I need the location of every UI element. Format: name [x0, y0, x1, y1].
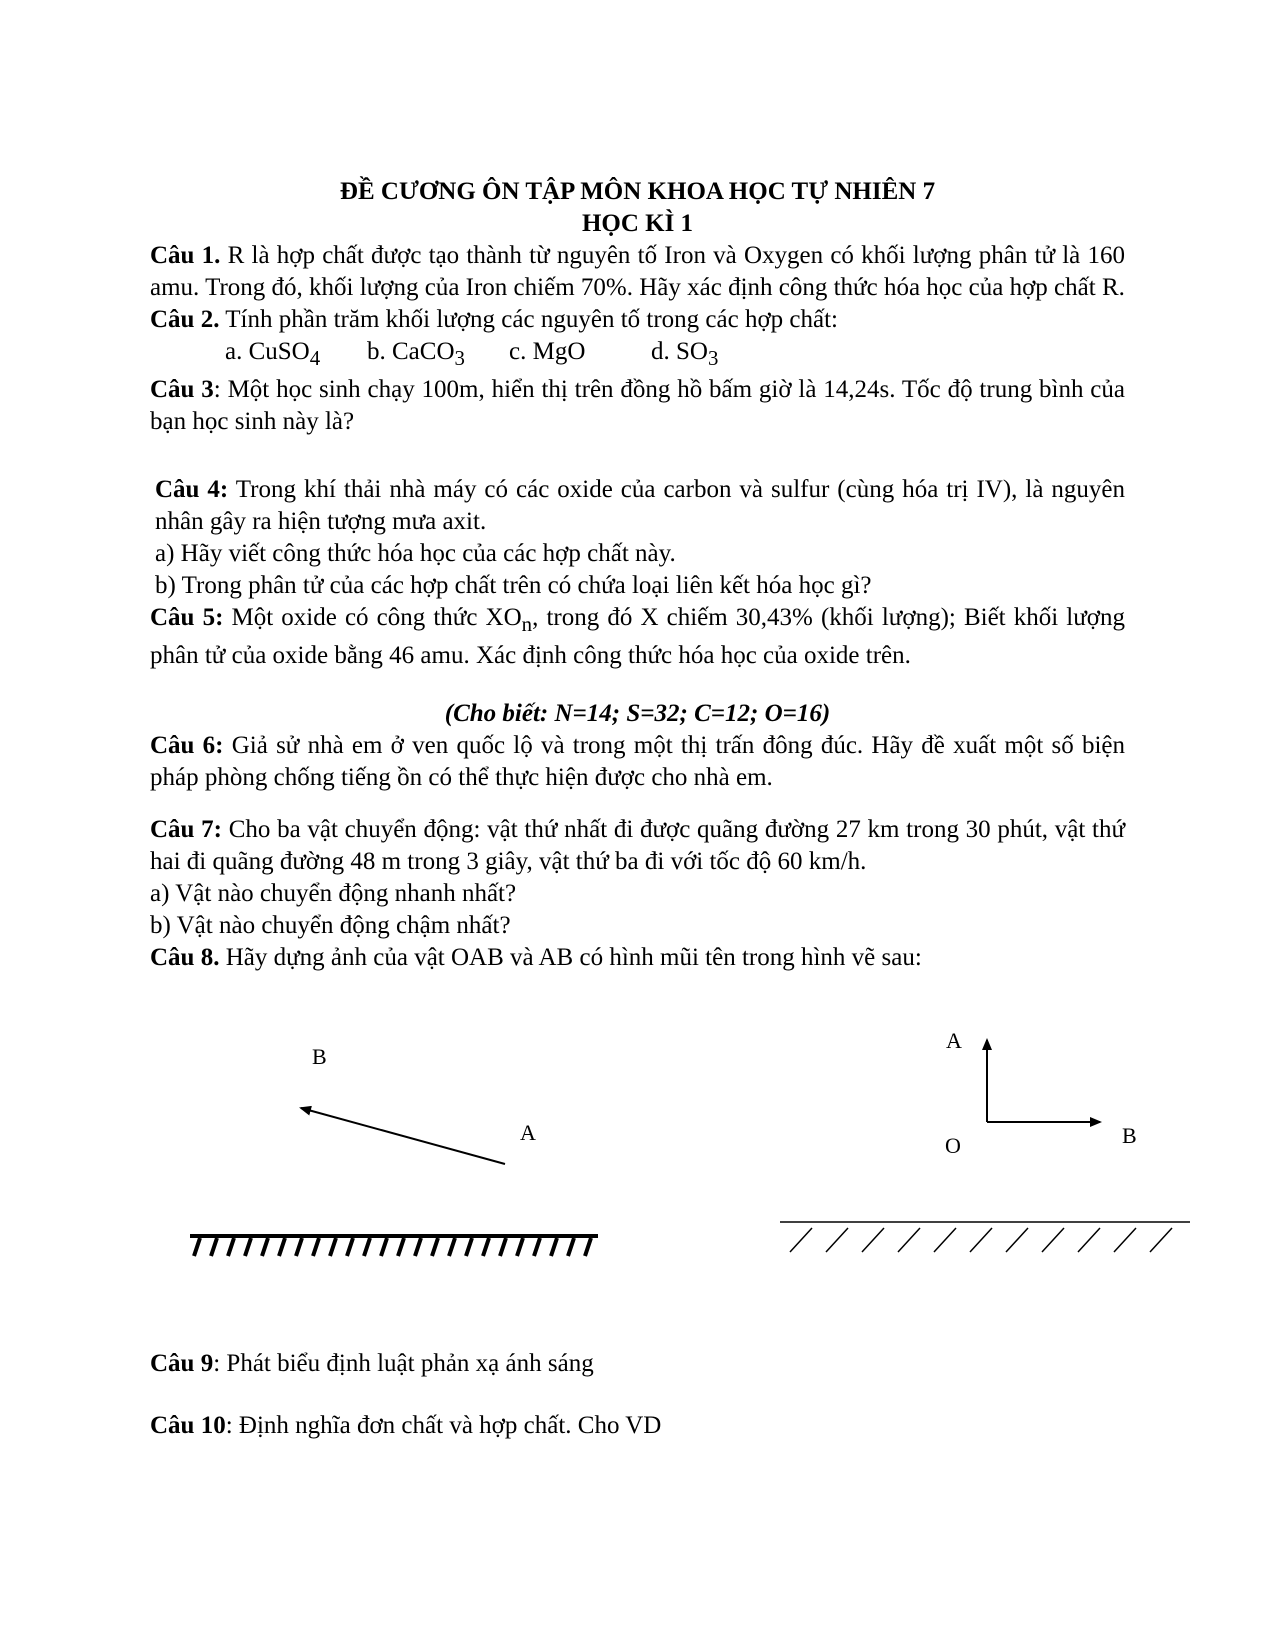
- question-4-label: Câu 4:: [155, 476, 229, 503]
- question-9-text: : Phát biểu định luật phản xạ ánh sáng: [213, 1350, 594, 1377]
- question-9-block: [150, 1348, 1125, 1380]
- question-7-text: Cho ba vật chuyển động: vật thứ nhất đi được quãng đường 27 km trong 30 phút, vật thứ hai đi quãng đường 48 m trong 3 giây, vật thứ ba đi với tốc độ 60 km/h.: [150, 816, 1125, 875]
- question-7-label: Câu 7:: [150, 816, 222, 843]
- question-10-block: [150, 1410, 1125, 1442]
- question-4-text: Trong khí thải nhà máy có các oxide của carbon và sulfur (cùng hóa trị IV), là nguyên nhân gây ra hiện tượng mưa axit.: [155, 476, 1125, 535]
- label-b-fig2: B: [1122, 1123, 1137, 1148]
- question-9-label: Câu 9: [150, 1350, 214, 1377]
- label-a-fig2: A: [946, 1028, 962, 1053]
- option-b: b. CaCO$_3$: [367, 338, 465, 370]
- figure-2-object-oab: [945, 1028, 1137, 1158]
- question-3-label: Câu 3: [150, 376, 214, 403]
- question-1-label: Câu 1.: [150, 242, 221, 269]
- question-2-text: Tính phần trăm khối lượng các nguyên tố trong các hợp chất:: [219, 306, 838, 333]
- atomic-mass-hint: (Cho biết: N=14; S=32; C=12; O=16): [444, 700, 831, 727]
- question-5: Câu 5: Một oxide có công thức $XO_n$, trong đó X chiếm 30,43% (khối lượng); Biết khối lượng phân tử của oxide bằng 46 amu. Xác định công thức hóa học của oxide trên.: [150, 604, 1125, 669]
- question-8-text: Hãy dựng ảnh của vật OAB và AB có hình mũi tên trong hình vẽ sau:: [219, 944, 922, 971]
- question-7-a: a) Vật nào chuyển động nhanh nhất?: [150, 880, 517, 907]
- question-10: [150, 1410, 1125, 1442]
- label-b-fig1: B: [312, 1044, 327, 1069]
- mirror-2-hatching: [790, 1228, 1172, 1252]
- arrow-ab-line: [301, 1108, 505, 1164]
- question-4-b: b) Trong phân tử của các hợp chất trên có chứa loại liên kết hóa học gì?: [155, 572, 872, 599]
- question-7-b: b) Vật nào chuyển động chậm nhất?: [150, 912, 511, 939]
- question-4-a: a) Hãy viết công thức hóa học của các hợp chất này.: [155, 540, 676, 567]
- question-5-label: Câu 5:: [150, 604, 224, 631]
- question-3-text: : Một học sinh chạy 100m, hiển thị trên đồng hồ bấm giờ là 14,24s. Tốc độ trung bình của bạn học sinh này là?: [150, 376, 1125, 435]
- option-d: d. $SO_3$: [651, 338, 719, 370]
- question-8-label: Câu 8.: [150, 944, 220, 971]
- question-6-text: Giả sử nhà em ở ven quốc lộ và trong một thị trấn đông đúc. Hãy đề xuất một số biện pháp phòng chống tiếng ồn có thể thực hiện được cho nhà em.: [150, 732, 1125, 791]
- mirror-1-hatching: [194, 1238, 591, 1256]
- label-a-fig1: A: [520, 1120, 536, 1145]
- document-title: ĐỀ CƯƠNG ÔN TẬP MÔN KHOA HỌC TỰ NHIÊN 7: [339, 178, 936, 205]
- document-subtitle: HỌC KÌ 1: [581, 210, 694, 237]
- plane-mirror-2: [780, 1222, 1190, 1252]
- question-6-label: Câu 6:: [150, 732, 224, 759]
- question-1-text: R là hợp chất được tạo thành từ nguyên tố Iron và Oxygen có khối lượng phân tử là 160 amu. Trong đó, khối lượng của Iron chiếm 70%. Hãy xác định công thức hóa học của hợp chất R.: [150, 242, 1125, 301]
- question-10-text: : Định nghĩa đơn chất và hợp chất. Cho VD: [225, 1412, 662, 1439]
- option-c: c. MgO: [509, 338, 586, 365]
- question-10-label: Câu 10: [150, 1412, 226, 1439]
- plane-mirror-1: [190, 1234, 598, 1256]
- question-2-label: Câu 2.: [150, 306, 220, 333]
- question-9: [150, 1348, 1125, 1380]
- figure-1-arrow-ab: [301, 1044, 536, 1164]
- label-o-fig2: O: [945, 1133, 961, 1158]
- option-a: a. CuSO$_4$: [225, 338, 321, 370]
